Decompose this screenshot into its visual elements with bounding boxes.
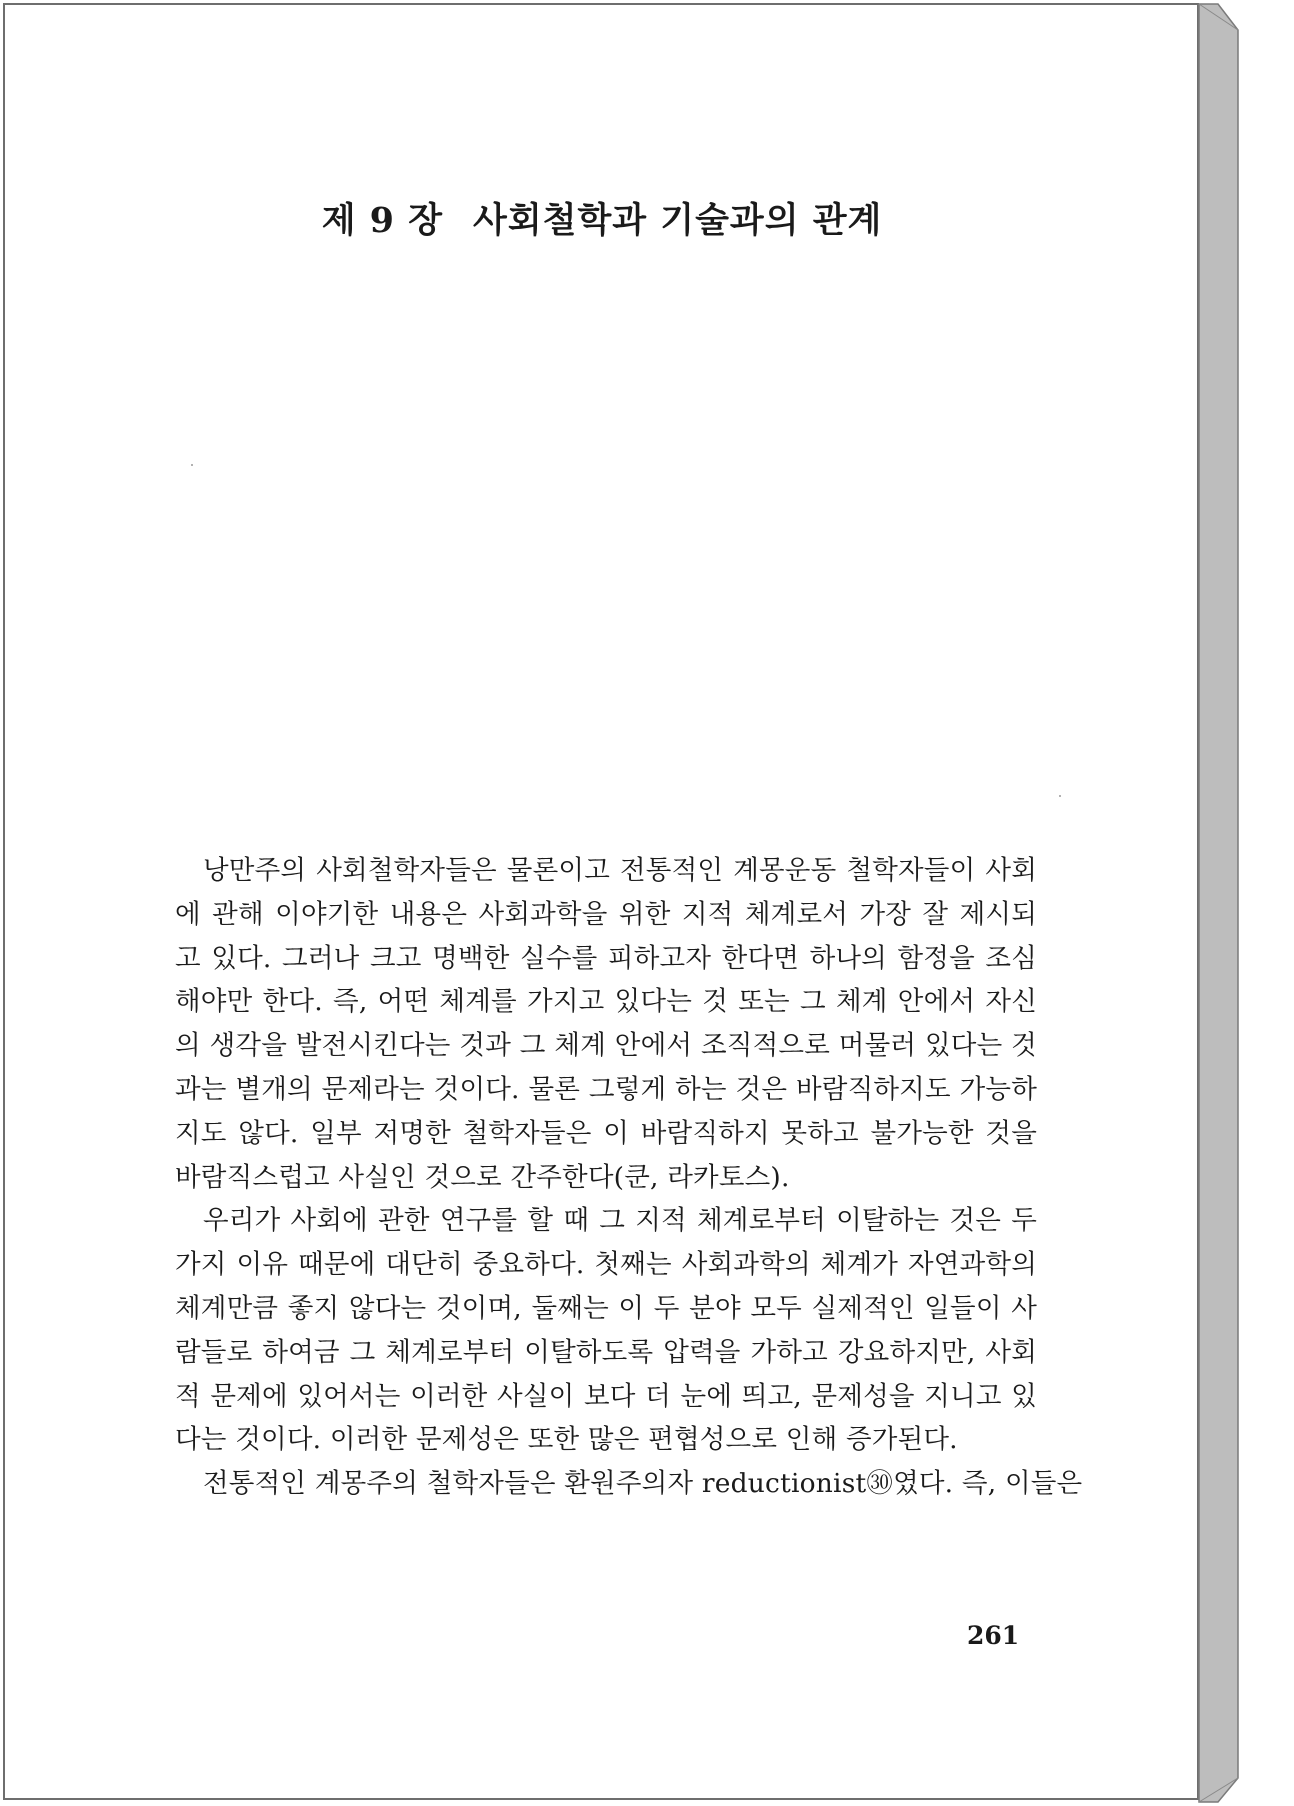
paragraph-1 (175, 849, 1037, 1199)
body-text (175, 849, 1083, 1506)
text-line: 의 생각을 발전시킨다는 것과 그 체계 안에서 조직적으로 머물러 있다는 것 (175, 1030, 1037, 1062)
text-line: 지도 않다. 일부 저명한 철학자들은 이 바람직하지 못하고 불가능한 것을 (175, 1117, 1038, 1149)
text-line: 고 있다. 그러나 크고 명백한 실수를 피하고자 한다면 하나의 함정을 조심 (175, 942, 1037, 974)
paragraph-2 (175, 1199, 1037, 1462)
text-line: 적 문제에 있어서는 이러한 사실이 보다 더 눈에 띄고, 문제성을 지니고 있 (175, 1380, 1037, 1412)
paragraph-3 (175, 1462, 1083, 1506)
text-line: 과는 별개의 문제라는 것이다. 물론 그렇게 하는 것은 바람직하지도 가능하 (175, 1073, 1037, 1105)
page-number: 261 (967, 1621, 1020, 1650)
text-line: 전통적인 계몽주의 철학자들은 환원주의자 reductionist㉚였다. 즉, 이들은 (203, 1468, 1083, 1500)
chapter-heading (5, 193, 1199, 243)
scan-speck (1059, 795, 1061, 797)
text-line: 해야만 한다. 즉, 어떤 체계를 가지고 있다는 것 또는 그 체계 안에서 자신 (175, 986, 1037, 1018)
chapter-number: 제 9 장 (321, 200, 444, 241)
text-line: 가지 이유 때문에 대단히 중요하다. 첫째는 사회과학의 체계가 자연과학의 (175, 1249, 1037, 1281)
text-line: 에 관해 이야기한 내용은 사회과학을 위한 지적 체계로서 가장 잘 제시되 (175, 898, 1037, 930)
scan-speck (191, 464, 193, 466)
text-line: 바람직스럽고 사실인 것으로 간주한다(쿤, 라카토스). (175, 1161, 790, 1193)
text-line: 체계만큼 좋지 않다는 것이며, 둘째는 이 두 분야 모두 실제적인 일들이 사 (175, 1292, 1037, 1324)
text-line: 람들로 하여금 그 체계로부터 이탈하도록 압력을 가하고 강요하지만, 사회 (175, 1336, 1037, 1368)
chapter-title: 사회철학과 기술과의 관계 (473, 200, 883, 241)
text-line: 다는 것이다. 이러한 문제성은 또한 많은 편협성으로 인해 증가된다. (175, 1424, 958, 1456)
text-line: 낭만주의 사회철학자들은 물론이고 전통적인 계몽운동 철학자들이 사회 (203, 855, 1037, 886)
page-sheet (3, 3, 1199, 1800)
text-line: 우리가 사회에 관한 연구를 할 때 그 지적 체계로부터 이탈하는 것은 두 (203, 1205, 1037, 1237)
